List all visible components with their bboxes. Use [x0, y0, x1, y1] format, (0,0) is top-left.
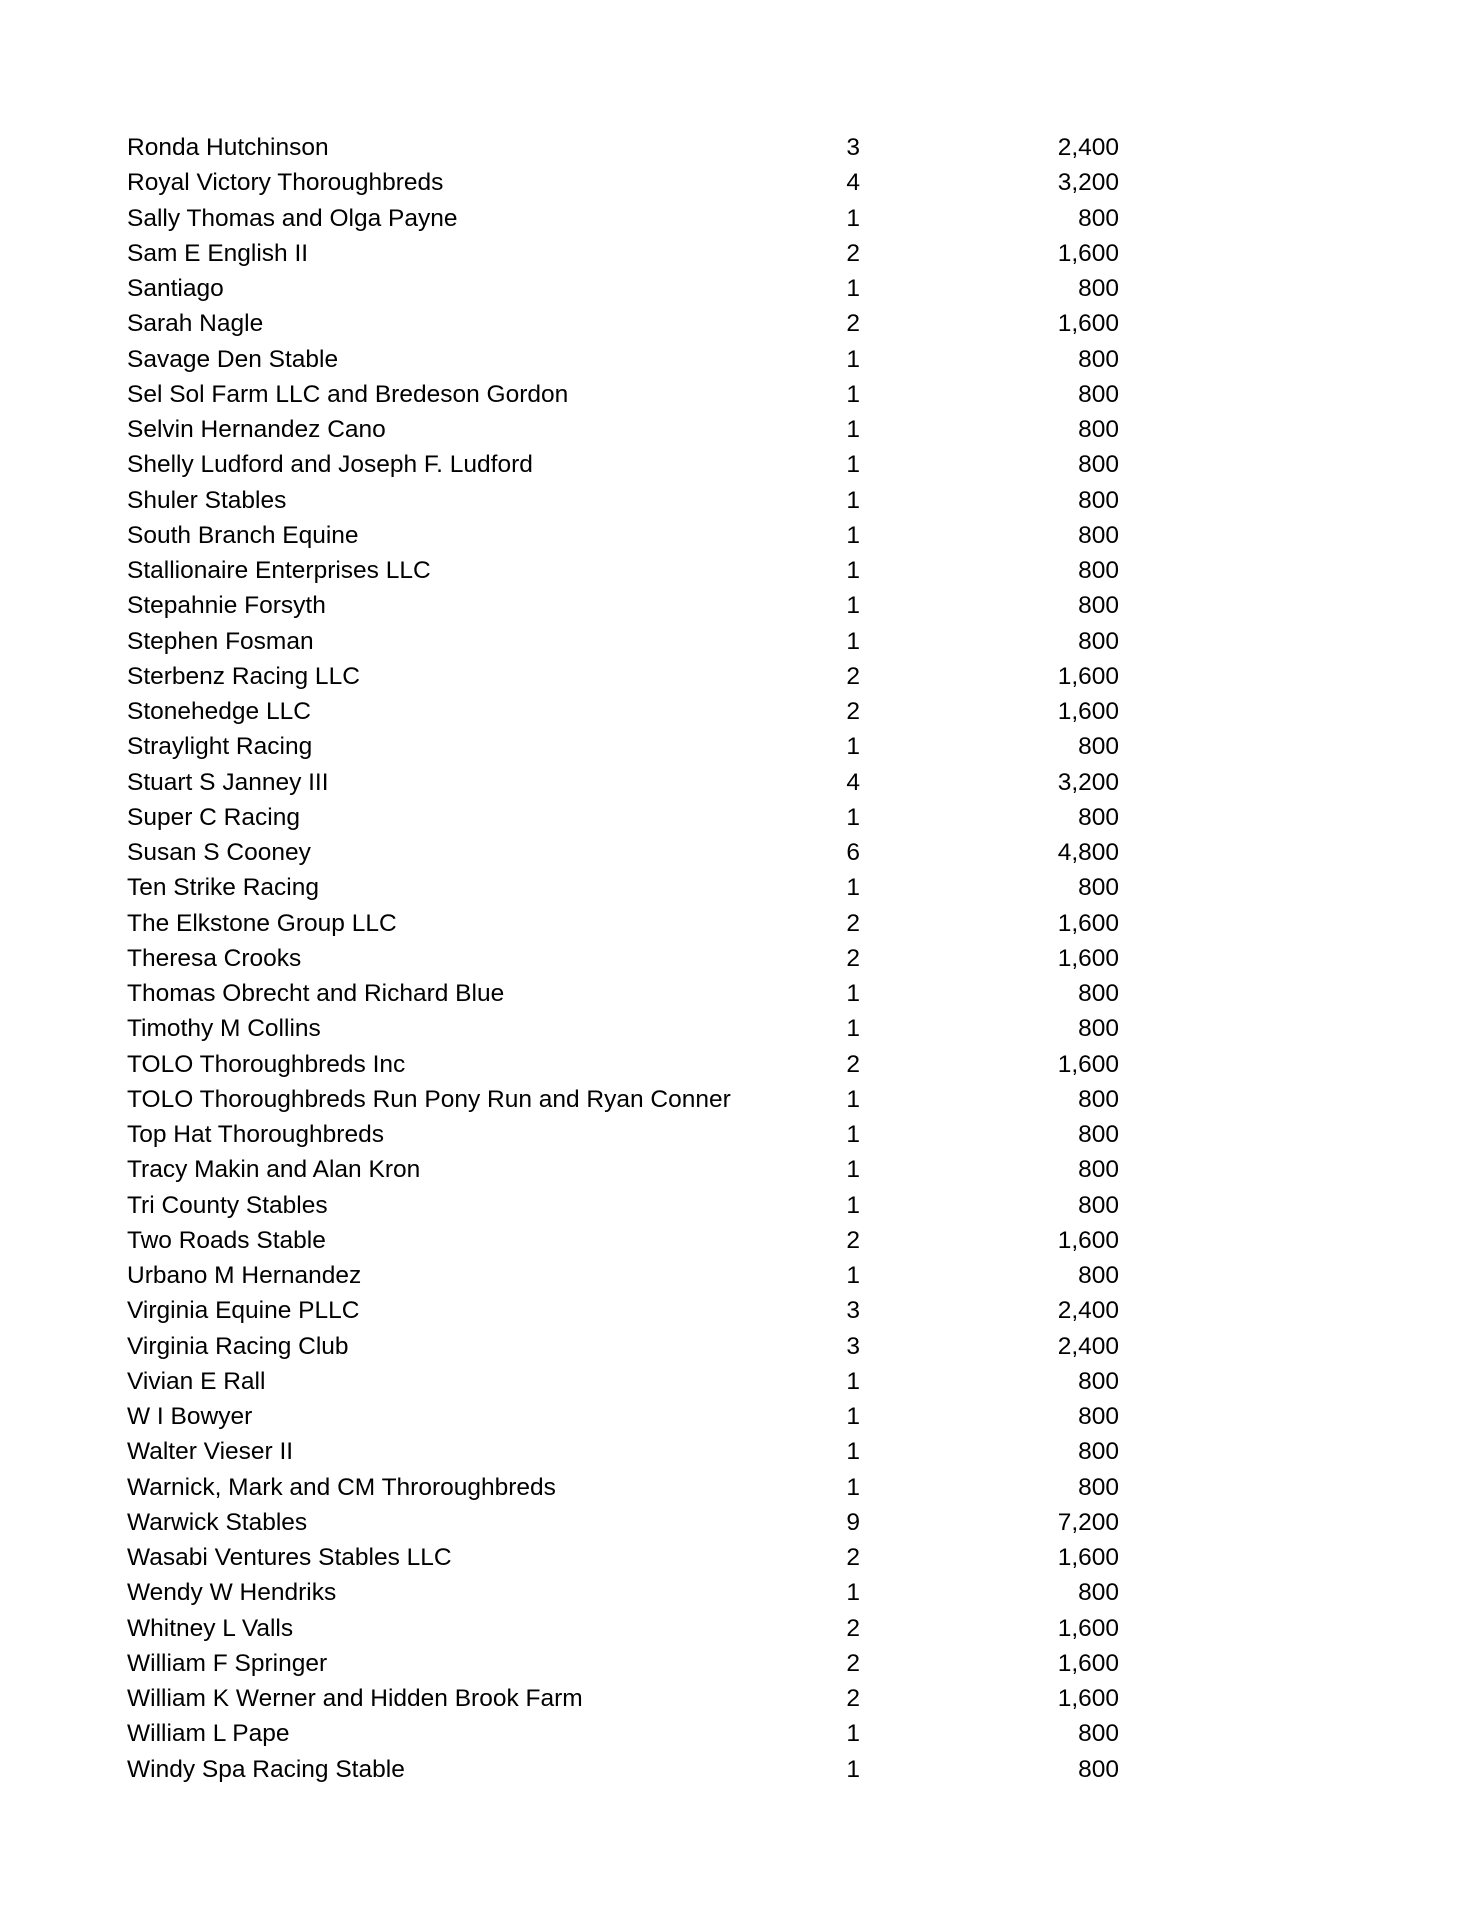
table-row [127, 342, 1119, 377]
starts-count: 9 [846, 1508, 860, 1536]
table-row [127, 483, 1119, 518]
owner-name: South Branch Equine [127, 521, 359, 549]
payment-amount: 800 [1078, 733, 1119, 761]
owner-name: Shuler Stables [127, 486, 287, 514]
table-row [127, 835, 1119, 870]
payment-amount: 800 [1078, 275, 1119, 302]
payment-amount: 3,200 [1057, 768, 1119, 796]
owner-name: Thomas Obrecht and Richard Blue [127, 980, 505, 1007]
table-row [127, 729, 1119, 764]
starts-count: 1 [846, 451, 860, 479]
payment-amount: 7,200 [1057, 1508, 1119, 1536]
owner-name: Top Hat Thoroughbreds [127, 1121, 384, 1148]
payment-amount: 800 [1078, 1720, 1119, 1748]
starts-count: 1 [846, 204, 860, 232]
starts-count: 1 [846, 380, 860, 408]
starts-count: 1 [846, 627, 860, 655]
owner-name: Royal Victory Thoroughbreds [127, 169, 444, 197]
owner-name: Sterbenz Racing LLC [127, 662, 360, 690]
table-row [127, 800, 1119, 835]
table-row [127, 306, 1119, 341]
payment-amount: 800 [1078, 1121, 1119, 1148]
payment-amount: 800 [1078, 521, 1119, 549]
starts-count: 2 [846, 662, 860, 690]
owner-name: Urbano M Hernandez [127, 1262, 362, 1289]
table-row [127, 1293, 1119, 1328]
payment-amount: 800 [1078, 1191, 1119, 1219]
owner-name: Ten Strike Racing [127, 874, 320, 902]
starts-count: 1 [846, 1755, 860, 1783]
payment-amount: 1,600 [1057, 909, 1119, 937]
starts-count: 1 [846, 1191, 860, 1219]
starts-count: 1 [846, 980, 860, 1007]
payment-amount: 3,200 [1057, 169, 1119, 197]
payment-amount: 800 [1078, 204, 1119, 232]
owner-name: Super C Racing [127, 803, 300, 831]
starts-count: 1 [846, 803, 860, 831]
table-row [127, 1399, 1119, 1434]
payment-amount: 1,600 [1057, 1649, 1119, 1677]
starts-count: 2 [846, 909, 860, 937]
owner-name: Wasabi Ventures Stables LLC [127, 1544, 452, 1571]
payment-amount: 1,600 [1057, 1050, 1119, 1078]
payment-amount: 800 [1078, 451, 1119, 479]
starts-count: 1 [846, 592, 860, 620]
table-row [127, 1716, 1119, 1751]
payment-amount: 800 [1078, 1403, 1119, 1430]
payment-amount: 800 [1078, 557, 1119, 584]
starts-count: 6 [846, 839, 860, 866]
owner-name: Straylight Racing [127, 733, 313, 761]
owner-name: Windy Spa Racing Stable [127, 1755, 405, 1783]
starts-count: 1 [846, 733, 860, 761]
starts-count: 3 [846, 1332, 860, 1360]
owner-name: W I Bowyer [127, 1403, 253, 1430]
payment-amount: 800 [1078, 1156, 1119, 1184]
starts-count: 2 [846, 1649, 860, 1677]
table-row [127, 870, 1119, 905]
starts-count: 2 [846, 1544, 860, 1571]
payment-amount: 1,600 [1057, 1614, 1119, 1642]
owner-name: TOLO Thoroughbreds Run Pony Run and Ryan Conner [127, 1085, 731, 1113]
table-row [127, 1047, 1119, 1082]
table-row [127, 694, 1119, 729]
starts-count: 2 [846, 1226, 860, 1254]
table-row [127, 1752, 1119, 1787]
payment-amount: 800 [1078, 980, 1119, 1007]
table-row [127, 1082, 1119, 1117]
payment-amount: 2,400 [1057, 1297, 1119, 1325]
owner-name: Sel Sol Farm LLC and Bredeson Gordon [127, 380, 569, 408]
payment-amount: 800 [1078, 803, 1119, 831]
owner-name: Sally Thomas and Olga Payne [127, 204, 458, 232]
table-row [127, 201, 1119, 236]
starts-count: 2 [846, 310, 860, 338]
table-row [127, 941, 1119, 976]
payment-amount: 1,600 [1057, 310, 1119, 338]
starts-count: 1 [846, 1262, 860, 1289]
payment-amount: 800 [1078, 1015, 1119, 1043]
owner-name: Virginia Equine PLLC [127, 1297, 360, 1325]
table-row [127, 659, 1119, 694]
table-row [127, 765, 1119, 800]
owner-name: The Elkstone Group LLC [127, 909, 397, 937]
payment-amount: 800 [1078, 874, 1119, 902]
payment-amount: 800 [1078, 1085, 1119, 1113]
owner-name: Stephen Fosman [127, 627, 314, 655]
table-row [127, 1681, 1119, 1716]
starts-count: 2 [846, 698, 860, 725]
starts-count: 1 [846, 1473, 860, 1501]
starts-count: 1 [846, 874, 860, 902]
owner-name: Timothy M Collins [127, 1015, 321, 1043]
table-row [127, 447, 1119, 482]
starts-count: 1 [846, 1438, 860, 1466]
payment-amount: 1,600 [1057, 1226, 1119, 1254]
starts-count: 3 [846, 134, 860, 161]
payment-amount: 2,400 [1057, 1332, 1119, 1360]
owner-name: Stonehedge LLC [127, 698, 311, 725]
table-row [127, 1329, 1119, 1364]
table-row [127, 236, 1119, 271]
owner-name: Shelly Ludford and Joseph F. Ludford [127, 451, 533, 479]
owner-name: Wendy W Hendriks [127, 1579, 337, 1607]
starts-count: 1 [846, 345, 860, 373]
starts-count: 4 [846, 768, 860, 796]
owner-name: Sarah Nagle [127, 310, 264, 338]
payment-amount: 800 [1078, 1367, 1119, 1395]
owner-name: Savage Den Stable [127, 345, 339, 373]
owner-name: Ronda Hutchinson [127, 134, 329, 161]
table-row [127, 1646, 1119, 1681]
table-row [127, 906, 1119, 941]
owner-name: TOLO Thoroughbreds Inc [127, 1050, 406, 1078]
starts-count: 1 [846, 1720, 860, 1748]
starts-count: 1 [846, 521, 860, 549]
table-row [127, 165, 1119, 200]
owner-name: Selvin Hernandez Cano [127, 416, 386, 443]
payment-amount: 800 [1078, 1473, 1119, 1501]
payment-amount: 1,600 [1057, 662, 1119, 690]
payment-amount: 2,400 [1057, 134, 1119, 161]
starts-count: 1 [846, 1367, 860, 1395]
table-row [127, 1434, 1119, 1469]
table-row [127, 271, 1119, 306]
payment-amount: 1,600 [1057, 944, 1119, 972]
owner-name: Warwick Stables [127, 1508, 308, 1536]
table-row [127, 553, 1119, 588]
owner-name: William L Pape [127, 1720, 290, 1748]
starts-count: 2 [846, 1050, 860, 1078]
table-row [127, 1152, 1119, 1187]
starts-count: 1 [846, 1015, 860, 1043]
table-row [127, 377, 1119, 412]
owner-name: Virginia Racing Club [127, 1332, 349, 1360]
owner-name: Vivian E Rall [127, 1367, 266, 1395]
payment-amount: 1,600 [1057, 1544, 1119, 1571]
table-row [127, 1117, 1119, 1152]
owner-name: Two Roads Stable [127, 1226, 326, 1254]
starts-count: 2 [846, 944, 860, 972]
owner-name: Tri County Stables [127, 1191, 328, 1219]
owner-name: William K Werner and Hidden Brook Farm [127, 1685, 583, 1712]
table-row [127, 624, 1119, 659]
starts-count: 1 [846, 1156, 860, 1184]
table-row [127, 1223, 1119, 1258]
payment-amount: 1,600 [1057, 239, 1119, 267]
starts-count: 1 [846, 1579, 860, 1607]
payment-amount: 800 [1078, 1755, 1119, 1783]
payment-amount: 800 [1078, 627, 1119, 655]
table-row [127, 588, 1119, 623]
starts-count: 1 [846, 1403, 860, 1430]
table-row [127, 412, 1119, 447]
owner-name: William F Springer [127, 1649, 328, 1677]
owner-name: Santiago [127, 275, 224, 302]
table-row [127, 976, 1119, 1011]
starts-count: 1 [846, 486, 860, 514]
payment-amount: 4,800 [1057, 839, 1119, 866]
owner-name: Tracy Makin and Alan Kron [127, 1156, 421, 1184]
table-row [127, 1540, 1119, 1575]
owner-name: Warnick, Mark and CM Throroughbreds [127, 1473, 556, 1501]
payment-amount: 800 [1078, 380, 1119, 408]
starts-count: 2 [846, 239, 860, 267]
owner-name: Susan S Cooney [127, 839, 311, 866]
owner-name: Theresa Crooks [127, 944, 302, 972]
starts-count: 4 [846, 169, 860, 197]
starts-count: 1 [846, 1085, 860, 1113]
starts-count: 2 [846, 1614, 860, 1642]
table-row [127, 1188, 1119, 1223]
payment-amount: 1,600 [1057, 1685, 1119, 1712]
table-row [127, 1011, 1119, 1046]
owner-name: Stuart S Janney III [127, 768, 329, 796]
owner-payment-table [127, 130, 1119, 1787]
owner-name: Stallionaire Enterprises LLC [127, 557, 431, 584]
starts-count: 1 [846, 416, 860, 443]
table-row [127, 1470, 1119, 1505]
table-row [127, 518, 1119, 553]
owner-name: Walter Vieser II [127, 1438, 294, 1466]
table-row [127, 1611, 1119, 1646]
payment-amount: 800 [1078, 1438, 1119, 1466]
payment-amount: 800 [1078, 345, 1119, 373]
table-row [127, 1258, 1119, 1293]
owner-name: Stepahnie Forsyth [127, 592, 326, 620]
payment-amount: 800 [1078, 1262, 1119, 1289]
starts-count: 1 [846, 557, 860, 584]
payment-amount: 800 [1078, 1579, 1119, 1607]
starts-count: 2 [846, 1685, 860, 1712]
table-row [127, 1505, 1119, 1540]
starts-count: 1 [846, 275, 860, 302]
owner-name: Whitney L Valls [127, 1614, 294, 1642]
payment-amount: 800 [1078, 416, 1119, 443]
starts-count: 1 [846, 1121, 860, 1148]
table-row [127, 1364, 1119, 1399]
starts-count: 3 [846, 1297, 860, 1325]
payment-amount: 800 [1078, 592, 1119, 620]
table-row [127, 1575, 1119, 1610]
owner-name: Sam E English II [127, 239, 309, 267]
payment-amount: 800 [1078, 486, 1119, 514]
payment-amount: 1,600 [1057, 698, 1119, 725]
table-row [127, 130, 1119, 165]
